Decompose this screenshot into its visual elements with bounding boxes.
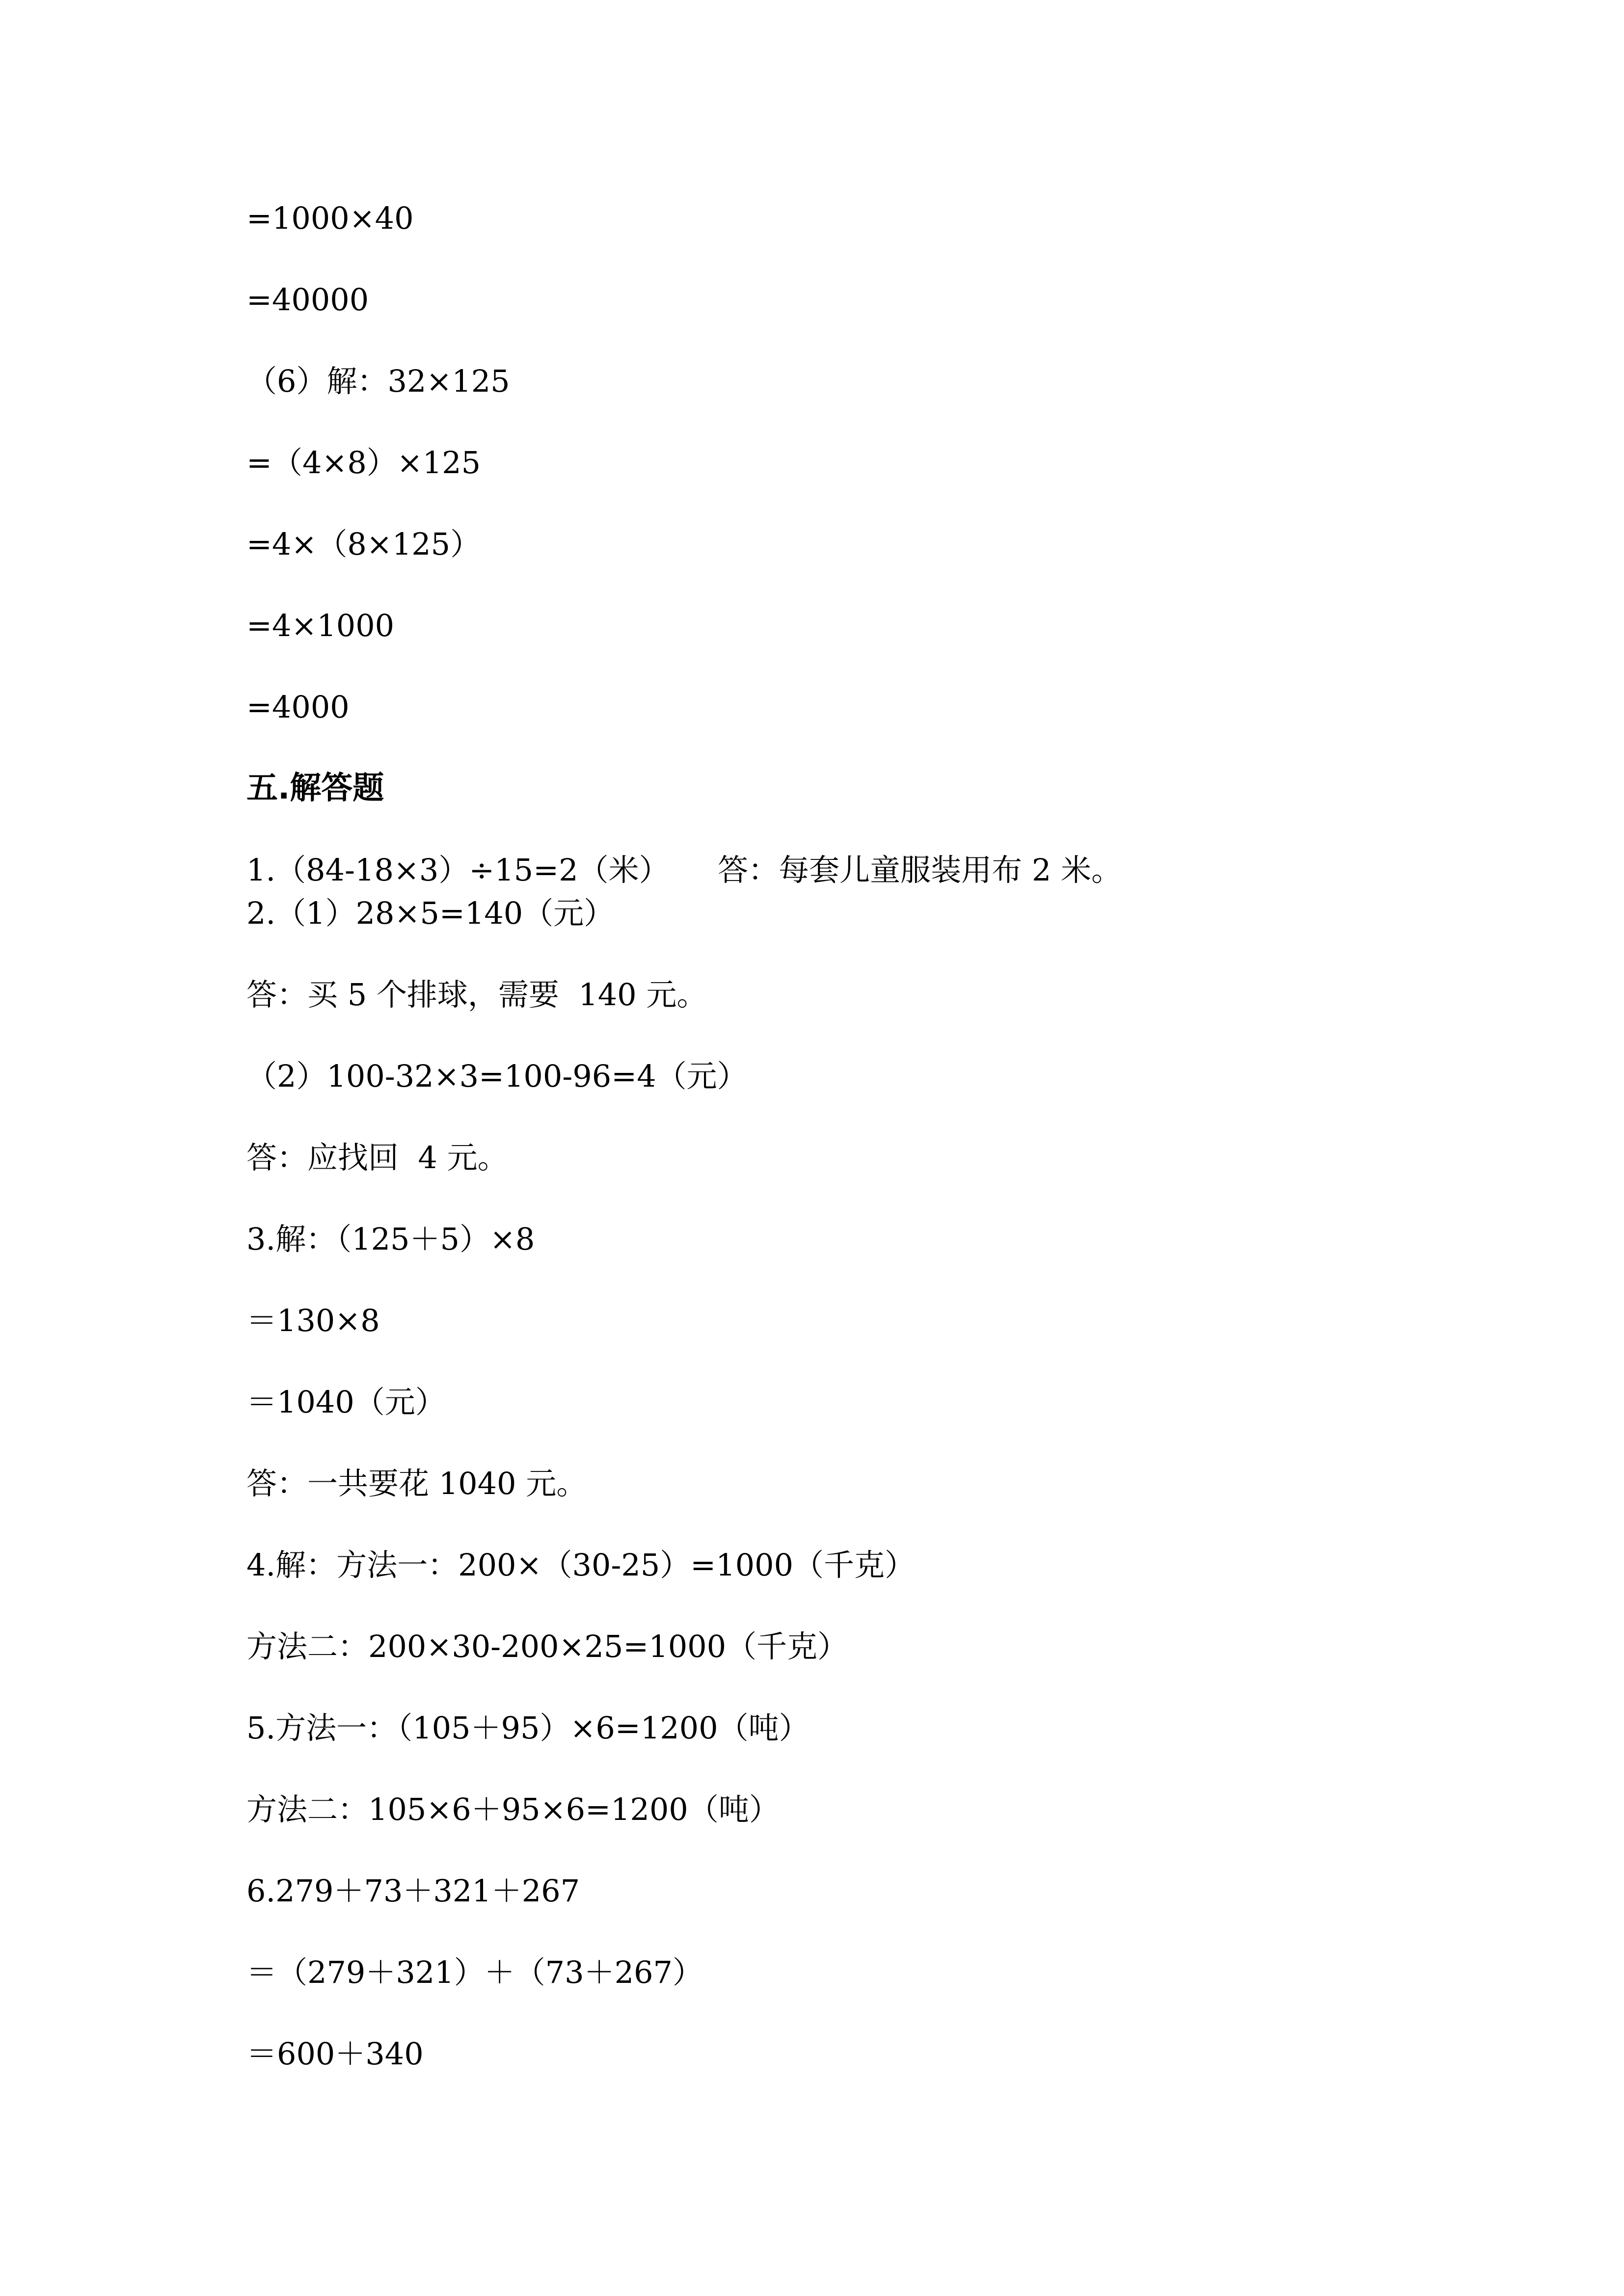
answer-6-step-3: ＝600＋340 [246, 2036, 424, 2072]
problem-6-step-3: =4×1000 [246, 608, 395, 643]
calc-line-1000x40: =1000×40 [246, 200, 414, 236]
calc-line-40000: =40000 [246, 282, 369, 318]
problem-6-step-1: =（4×8）×125 [246, 445, 481, 481]
answer-4-method-1: 4.解：方法一：200×（30-25）=1000（千克） [246, 1547, 915, 1583]
section-heading: 五.解答题 [246, 770, 384, 806]
answer-6-step-1: 6.279＋73＋321＋267 [246, 1873, 580, 1909]
answer-3-step-3: ＝1040（元） [246, 1384, 446, 1420]
answer-2-part-2: （2）100-32×3=100-96=4（元） [246, 1058, 748, 1094]
answer-5-method-2: 方法二：105×6＋95×6=1200（吨） [246, 1791, 780, 1827]
answer-2-part-2-reply: 答：应找回 4 元。 [246, 1140, 508, 1175]
problem-6-step-2: =4×（8×125） [246, 526, 481, 562]
answer-3-reply: 答：一共要花 1040 元。 [246, 1466, 587, 1501]
answer-2-part-1: 2.（1）28×5=140（元） [246, 895, 615, 931]
answer-6-step-2: ＝（279＋321）＋（73＋267） [246, 1954, 703, 1990]
problem-6-result: =4000 [246, 689, 350, 725]
answer-2-part-1-reply: 答：买 5 个排球，需要 140 元。 [246, 977, 707, 1013]
answer-1: 1.（84-18×3）÷15=2（米） 答：每套儿童服装用布 2 米。 [246, 852, 1122, 888]
answer-3-step-1: 3.解：（125＋5）×8 [246, 1221, 535, 1257]
problem-6-title: （6）解：32×125 [246, 363, 510, 399]
answer-4-method-2: 方法二：200×30-200×25=1000（千克） [246, 1629, 848, 1664]
answer-3-step-2: ＝130×8 [246, 1303, 380, 1338]
answer-5-method-1: 5.方法一：（105＋95）×6=1200（吨） [246, 1710, 810, 1746]
